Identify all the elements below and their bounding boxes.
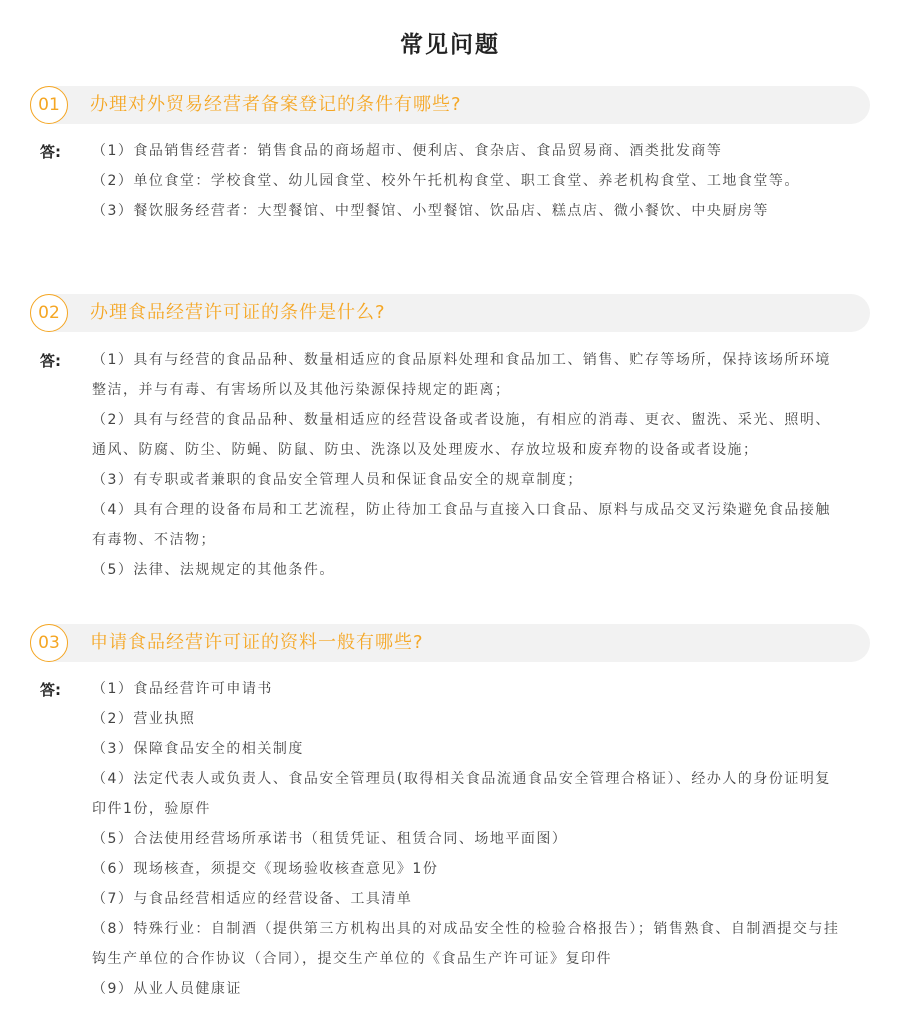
answer-line: （4）具有合理的设备布局和工艺流程，防止待加工食品与直接入口食品、原料与成品交叉污染避免食品接触有毒物、不洁物；: [92, 502, 831, 548]
answer-line: （5）合法使用经营场所承诺书（租赁凭证、租赁合同、场地平面图）: [92, 831, 568, 847]
answer-line: （2）营业执照: [92, 711, 196, 727]
answer-line: （3）餐饮服务经营者：大型餐馆、中型餐馆、小型餐馆、饮品店、糕点店、微小餐饮、中央厨房等: [92, 203, 769, 219]
question-number-badge: 01: [30, 86, 68, 124]
answer-label: 答:: [40, 681, 61, 699]
faq-question-2[interactable]: [30, 294, 870, 332]
answer-line: （1）具有与经营的食品品种、数量相适应的食品原料处理和食品加工、销售、贮存等场所，保持该场所环境整洁，并与有毒、有害场所以及其他污染源保持规定的距离；: [92, 352, 831, 398]
question-text: 办理对外贸易经营者备案登记的条件有哪些?: [90, 94, 462, 115]
faq-answer-2: [92, 345, 840, 585]
question-text: 办理食品经营许可证的条件是什么?: [90, 302, 386, 323]
answer-line: （8）特殊行业：自制酒（提供第三方机构出具的对成品安全性的检验合格报告）；销售熟食、自制酒提交与挂钩生产单位的合作协议（合同），提交生产单位的《食品生产许可证》复印件: [92, 921, 840, 967]
answer-line: （1）食品销售经营者：销售食品的商场超市、便利店、食杂店、食品贸易商、酒类批发商等: [92, 143, 723, 159]
answer-line: （9）从业人员健康证: [92, 981, 242, 997]
answer-line: （6）现场核查，须提交《现场验收核查意见》1份: [92, 861, 439, 877]
faq-answer-1: [92, 136, 840, 226]
answer-line: （2）单位食堂：学校食堂、幼儿园食堂、校外午托机构食堂、职工食堂、养老机构食堂、工地食堂等。: [92, 173, 800, 189]
faq-question-1[interactable]: [30, 86, 870, 124]
faq-answer-3: [92, 674, 840, 1004]
question-number-badge: 02: [30, 294, 68, 332]
answer-line: （3）有专职或者兼职的食品安全管理人员和保证食品安全的规章制度；: [92, 472, 583, 488]
answer-line: （5）法律、法规规定的其他条件。: [92, 562, 335, 578]
answer-label: 答:: [40, 143, 61, 161]
page-title: 常见问题: [400, 32, 500, 58]
answer-line: （2）具有与经营的食品品种、数量相适应的经营设备或者设施，有相应的消毒、更衣、盥洗、采光、照明、通风、防腐、防尘、防蝇、防鼠、防虫、洗涤以及处理废水、存放垃圾和废弃物的设备或者设施；: [92, 412, 831, 458]
answer-line: （1）食品经营许可申请书: [92, 681, 273, 697]
answer-line: （3）保障食品安全的相关制度: [92, 741, 304, 757]
answer-line: （7）与食品经营相适应的经营设备、工具清单: [92, 891, 413, 907]
question-number-badge: 03: [30, 624, 68, 662]
answer-line: （4）法定代表人或负责人、食品安全管理员(取得相关食品流通食品安全管理合格证）、经办人的身份证明复印件1份，验原件: [92, 771, 831, 817]
faq-question-3[interactable]: [30, 624, 870, 662]
question-text: 申请食品经营许可证的资料一般有哪些?: [90, 632, 424, 653]
answer-label: 答:: [40, 352, 61, 370]
